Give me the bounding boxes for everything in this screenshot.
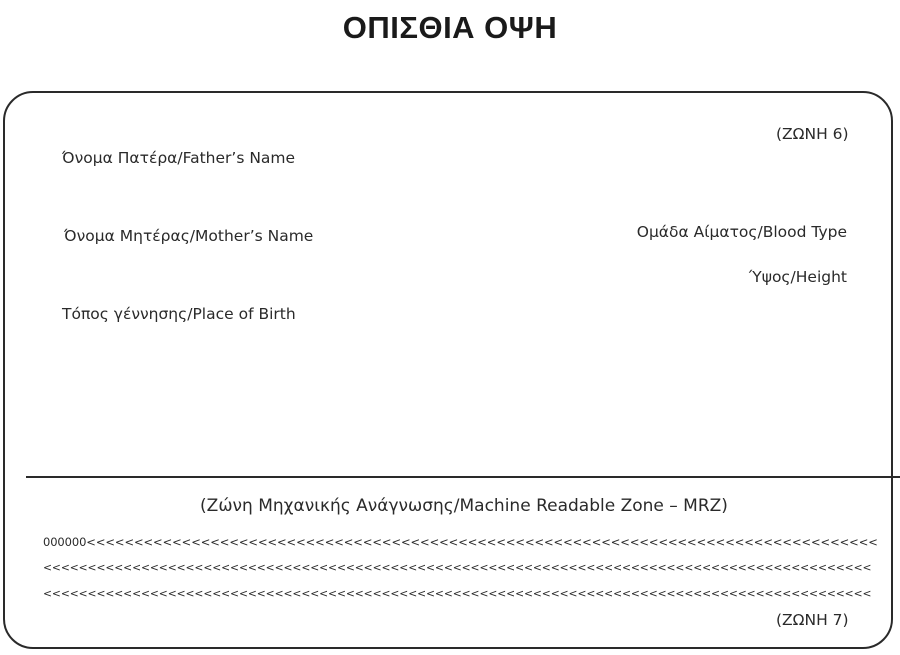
blood-type-label: Ομάδα Αίματος/Blood Type <box>636 223 847 241</box>
mrz-line-3: <<<<<<<<<<<<<<<<<<<<<<<<<<<<<<<<<<<<<<<<<<<<<<<<<<<<<<<<<<<<<<<<<<<<<<<<<<<<<<<<<<<<<<<<<<<<< <box>43 587 872 600</box>
mrz-divider <box>26 476 900 478</box>
mrz-caption: (Ζώνη Μηχανικής Ανάγνωσης/Machine Readable Zone – MRZ) <box>200 496 728 516</box>
mothers-name-label: Όνομα Μητέρας/Mother’s Name <box>64 227 314 245</box>
fathers-name-label: Όνομα Πατέρα/Father’s Name <box>62 149 296 167</box>
zone-6-label: (ΖΩΝΗ 6) <box>776 125 849 143</box>
mrz-line-1: 000000<<<<<<<<<<<<<<<<<<<<<<<<<<<<<<<<<<<<<<<<<<<<<<<<<<<<<<<<<<<<<<<<<<<<<<<<<<<<<<<<<<< <box>43 535 878 549</box>
zone-7-label: (ΖΩΝΗ 7) <box>776 611 849 629</box>
mrz-line-2: <<<<<<<<<<<<<<<<<<<<<<<<<<<<<<<<<<<<<<<<<<<<<<<<<<<<<<<<<<<<<<<<<<<<<<<<<<<<<<<<<<<<<<<<<<<<< <box>43 561 872 574</box>
page-title: ΟΠΙΣΘΙΑ ΟΨΗ <box>342 10 558 45</box>
height-label: Ύψος/Height <box>748 268 847 286</box>
place-of-birth-label: Τόπος γέννησης/Place of Birth <box>62 305 296 323</box>
